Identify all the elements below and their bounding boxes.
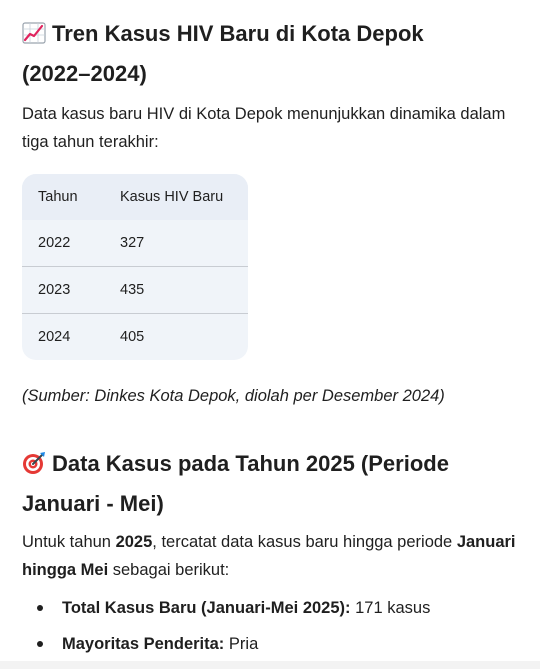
cases-cell: 327 (120, 235, 145, 251)
para-text: sebagai berikut: (108, 561, 230, 579)
para-period: Januari hingga Mei (22, 533, 516, 579)
bullet-label: Mayoritas Penderita: (62, 635, 225, 653)
bullet-value: 171 kasus (355, 599, 431, 617)
intro-paragraph: Data kasus baru HIV di Kota Depok menunjukkan dinamika dalam tiga tahun terakhir: (22, 105, 506, 151)
source-note: (Sumber: Dinkes Kota Depok, diolah per Desember 2024) (22, 387, 445, 405)
table-header-row (22, 174, 248, 220)
heading-line-1: Data Kasus pada Tahun 2025 (Periode (52, 451, 449, 476)
heading-line-2: (2022–2024) (22, 61, 147, 86)
para-year: 2025 (115, 533, 153, 551)
bullet-label: Total Kasus Baru (Januari-Mei 2025): (62, 599, 351, 617)
section-heading-2025-data (22, 446, 522, 522)
list-item (22, 626, 522, 662)
column-header-cases: Kasus HIV Baru (104, 174, 248, 220)
heading-line-2: Januari - Mei) (22, 491, 164, 516)
cases-cell: 435 (104, 267, 248, 314)
response-content (22, 16, 522, 662)
year-cell: 2023 (22, 267, 104, 314)
period-paragraph (22, 528, 522, 584)
stats-list (22, 590, 522, 662)
bottom-edge (0, 661, 540, 669)
chart-increasing-icon (22, 20, 46, 56)
year-cell: 2022 (38, 235, 71, 251)
year-cell: 2024 (22, 314, 104, 361)
heading-line-1: Tren Kasus HIV Baru di Kota Depok (52, 21, 424, 46)
cases-cell: 405 (104, 314, 248, 361)
table-row (22, 220, 248, 267)
hiv-cases-table (22, 174, 248, 360)
table-row (22, 314, 248, 361)
para-text: Untuk tahun (22, 533, 116, 551)
direct-hit-icon (22, 450, 46, 486)
section-heading-hiv-trend (22, 16, 522, 92)
bullet-value: Pria (228, 635, 259, 653)
table-row (22, 267, 248, 314)
list-item (22, 590, 522, 626)
column-header-year: Tahun (22, 174, 104, 220)
para-text: , tercatat data kasus baru hingga periode (152, 533, 457, 551)
